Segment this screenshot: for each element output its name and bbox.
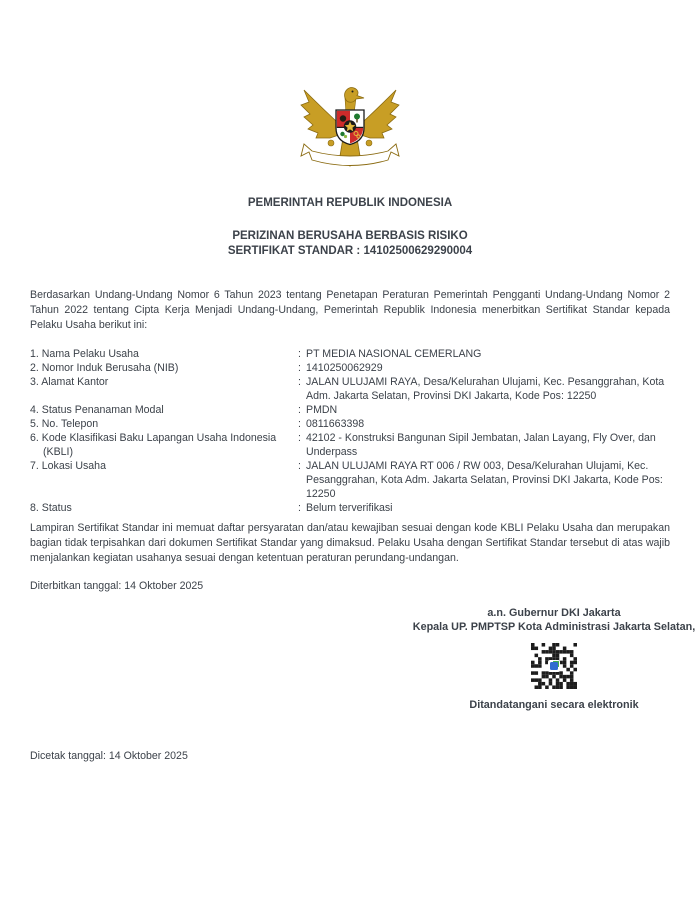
field-colon: : — [298, 432, 301, 444]
field-row-lokasi-usaha — [30, 459, 670, 501]
field-colon: : — [298, 460, 301, 472]
garuda-pancasila-emblem — [300, 86, 400, 172]
signature-block — [364, 606, 700, 712]
electronic-signature-note: Ditandatangani secara elektronik — [469, 699, 639, 711]
field-row-nama-pelaku-usaha — [30, 347, 670, 361]
field-colon: : — [298, 502, 301, 514]
field-value: 42102 - Konstruksi Bangunan Sipil Jembatan, Jalan Layang, Fly Over, dan Underpass — [306, 432, 656, 458]
field-label: 2. Nomor Induk Berusaha (NIB) — [30, 362, 179, 374]
field-row-no-telepon — [30, 417, 670, 431]
field-label: 3. Alamat Kantor — [30, 376, 109, 388]
printed-date-line: Dicetak tanggal: 14 Oktober 2025 — [30, 750, 188, 762]
field-row-nib — [30, 361, 670, 375]
signature-on-behalf: a.n. Gubernur DKI Jakarta — [487, 607, 621, 619]
field-label: 4. Status Penanaman Modal — [30, 404, 164, 416]
document-title-line2: SERTIFIKAT STANDAR : 14102500629290004 — [227, 244, 473, 257]
field-value: JALAN ULUJAMI RAYA RT 006 / RW 003, Desa/Kelurahan Ulujami, Kec. Pesanggrahan, Kota Adm. Jakarta Selatan, Provinsi DKI Jakarta, Kode Pos: 12250 — [306, 460, 663, 500]
field-row-status — [30, 501, 670, 515]
field-row-alamat-kantor — [30, 375, 670, 403]
document-title-line1: PERIZINAN BERUSAHA BERBASIS RISIKO — [232, 230, 468, 242]
field-colon: : — [298, 404, 301, 416]
field-label: 5. No. Telepon — [30, 418, 99, 430]
certificate-content — [0, 86, 700, 764]
field-label: 6. Kode Klasifikasi Baku Lapangan Usaha Indonesia (KBLI) — [30, 432, 277, 458]
field-colon: : — [298, 418, 301, 430]
field-colon: : — [298, 348, 301, 360]
field-label: 7. Lokasi Usaha — [30, 460, 106, 472]
field-value: 0811663398 — [306, 418, 365, 430]
field-colon: : — [298, 362, 301, 374]
field-label: 8. Status — [30, 502, 72, 514]
issued-date-line: Diterbitkan tanggal: 14 Oktober 2025 — [30, 580, 204, 592]
government-title: PEMERINTAH REPUBLIK INDONESIA — [247, 197, 453, 209]
field-value: Belum terverifikasi — [306, 502, 393, 514]
intro-paragraph: Berdasarkan Undang-Undang Nomor 6 Tahun 2023 tentang Penetapan Peraturan Pemerintah Pengganti Undang-Undang Nomor 2 Tahun 2022 tentang Cipta Kerja Menjadi Undang-Undang, Pemerintah Republik Indonesia menerbitkan Sertifikat Standar kepada Pelaku Usaha berikut ini: — [30, 289, 670, 331]
qr-code — [531, 643, 577, 689]
field-value: JALAN ULUJAMI RAYA, Desa/Kelurahan Ulujami, Kec. Pesanggrahan, Kota Adm. Jakarta Selatan, Provinsi DKI Jakarta, Kode Pos: 12250 — [306, 376, 665, 402]
field-list — [30, 347, 670, 515]
document-title — [30, 229, 670, 258]
field-label: 1. Nama Pelaku Usaha — [30, 348, 139, 360]
signature-signer-title: Kepala UP. PMPTSP Kota Administrasi Jakarta Selatan, — [412, 621, 696, 633]
field-value: 1410250062929 — [306, 362, 383, 374]
qr-center-logo-icon — [548, 660, 560, 672]
field-value: PT MEDIA NASIONAL CEMERLANG — [306, 348, 482, 360]
field-row-kbli — [30, 431, 670, 459]
garuda-pancasila-icon — [300, 86, 400, 172]
field-value: PMDN — [306, 404, 338, 416]
closing-paragraph: Lampiran Sertifikat Standar ini memuat daftar persyaratan dan/atau kewajiban sesuai dengan kode KBLI Pelaku Usaha dan merupakan bagian tidak terpisahkan dari dokumen Sertifikat Standar yang dimaksud. Pelaku Usaha dengan Sertifikat Standar tersebut di atas wajib menjalankan kegiatan usahanya sesuai dengan ketentuan peraturan perundang-undangan. — [30, 522, 670, 564]
field-row-status-penanaman-modal — [30, 403, 670, 417]
field-colon: : — [298, 376, 301, 388]
